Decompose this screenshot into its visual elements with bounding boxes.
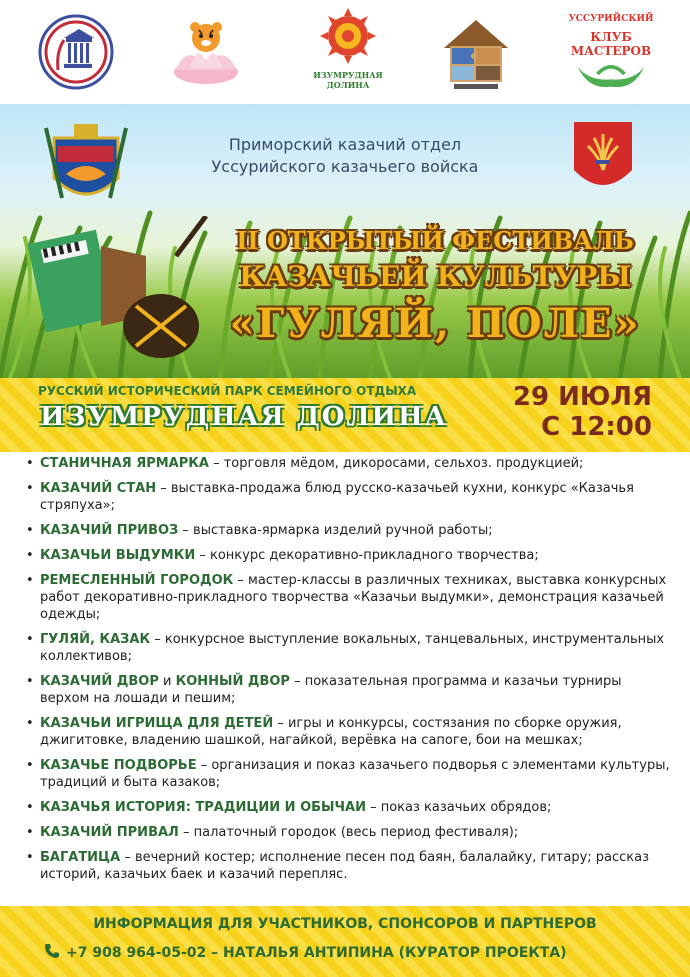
masters-club-name: КЛУБ МАСТЕРОВ [570,30,652,58]
place-band [0,378,690,452]
emerald-valley-logo-text: ИЗУМРУДНАЯ ДОЛИНА [313,70,383,90]
phone-icon [44,943,60,959]
ussuriysk-coat-icon [572,120,634,198]
masters-club-top-text: УССУРИЙСКИЙ [568,14,654,24]
organizer-line-1: Приморский казачий отдел [228,135,462,154]
tiger-lotus-icon [166,8,246,96]
culture-house-icon [36,8,116,96]
list-item: • ГУЛЯЙ, КАЗАК – конкурсное выступление вокальных, танцевальных, инструментальных коллективов; [26,632,665,664]
list-item: • КАЗАЧИЙ ДВОР и КОННЫЙ ДВОР – показательная программа и казачьи турниры верхом на лошади и пешим; [26,674,622,706]
emerald-valley-sun-icon [305,8,391,96]
house-puzzle-icon [436,8,516,96]
footer-info: ИНФОРМАЦИЯ ДЛЯ УЧАСТНИКОВ, СПОНСОРОВ И ПАРТНЕРОВ [93,916,597,932]
accordion-icon [26,216,216,366]
list-item: • СТАНИЧНАЯ ЯРМАРКА – торговля мёдом, дикоросами, сельхоз. продукцией; [26,456,584,471]
list-item: • КАЗАЧЬЯ ИСТОРИЯ: ТРАДИЦИИ И ОБЫЧАИ – показ казачьих обрядов; [26,800,552,815]
event-day: 29 ИЮЛЯ [512,382,652,412]
list-item: • КАЗАЧИЙ ПРИВАЛ – палаточный городок (весь период фестиваля); [26,825,519,840]
list-item: • КАЗАЧЬИ ВЫДУМКИ – конкурс декоративно-прикладного творчества; [26,548,539,563]
logo-bar [0,0,690,104]
contact-phone[interactable]: +7 908 964-05-02 – НАТАЛЬЯ АНТИПИНА (КУРАТОР ПРОЕКТА) [66,945,567,961]
footer-contact [44,943,567,961]
list-item: • КАЗАЧЬЕ ПОДВОРЬЕ – организация и показ казачьего подворья с элементами культуры, традиций и быта казаков; [26,758,670,790]
event-date [513,382,652,442]
organizer-line-2: Уссурийского казачьего войска [211,157,479,176]
list-item: • КАЗАЧИЙ СТАН – выставка-продажа блюд русско-казачьей кухни, конкурс «Казачья стряпуха»; [26,481,634,513]
list-item: • КАЗАЧИЙ ПРИВОЗ – выставка-ярмарка изделий ручной работы; [26,523,493,538]
festival-title-line-1: II ОТКРЫТЫЙ ФЕСТИВАЛЬ [236,226,634,255]
masters-club-icon [566,8,656,96]
festival-banner [0,104,690,378]
festival-title-line-3: «ГУЛЯЙ, ПОЛЕ» [229,300,641,347]
program-list [26,455,670,891]
park-description: РУССКИЙ ИСТОРИЧЕСКИЙ ПАРК СЕМЕЙНОГО ОТДЫХА [38,384,417,398]
list-item: • РЕМЕСЛЕННЫЙ ГОРОДОК – мастер-классы в различных техниках, выставка конкурсных работ декоративно-прикладного творчества «Казачьи выдумки», демонстрация казачьей одежды; [26,573,667,622]
list-item: • КАЗАЧЬИ ИГРИЩА ДЛЯ ДЕТЕЙ – игры и конкурсы, состязания по сборке оружия, джигитовке, владению шашкой, нагайкой, верёвка на сапоге, бои на мешках; [26,716,622,748]
organizer-text [160,134,530,178]
cossack-emblem-icon [44,118,128,214]
list-item: • БАГАТИЦА – вечерний костер; исполнение песен под баян, балалайку, гитару; рассказ историй, казачьих баек и казачий перепляс. [26,850,650,882]
contact-footer [0,906,690,977]
festival-title-line-2: КАЗАЧЬЕЙ КУЛЬТУРЫ [239,260,631,293]
event-time: С 12:00 [541,412,652,442]
park-name: ИЗУМРУДНАЯ ДОЛИНА [40,402,448,432]
